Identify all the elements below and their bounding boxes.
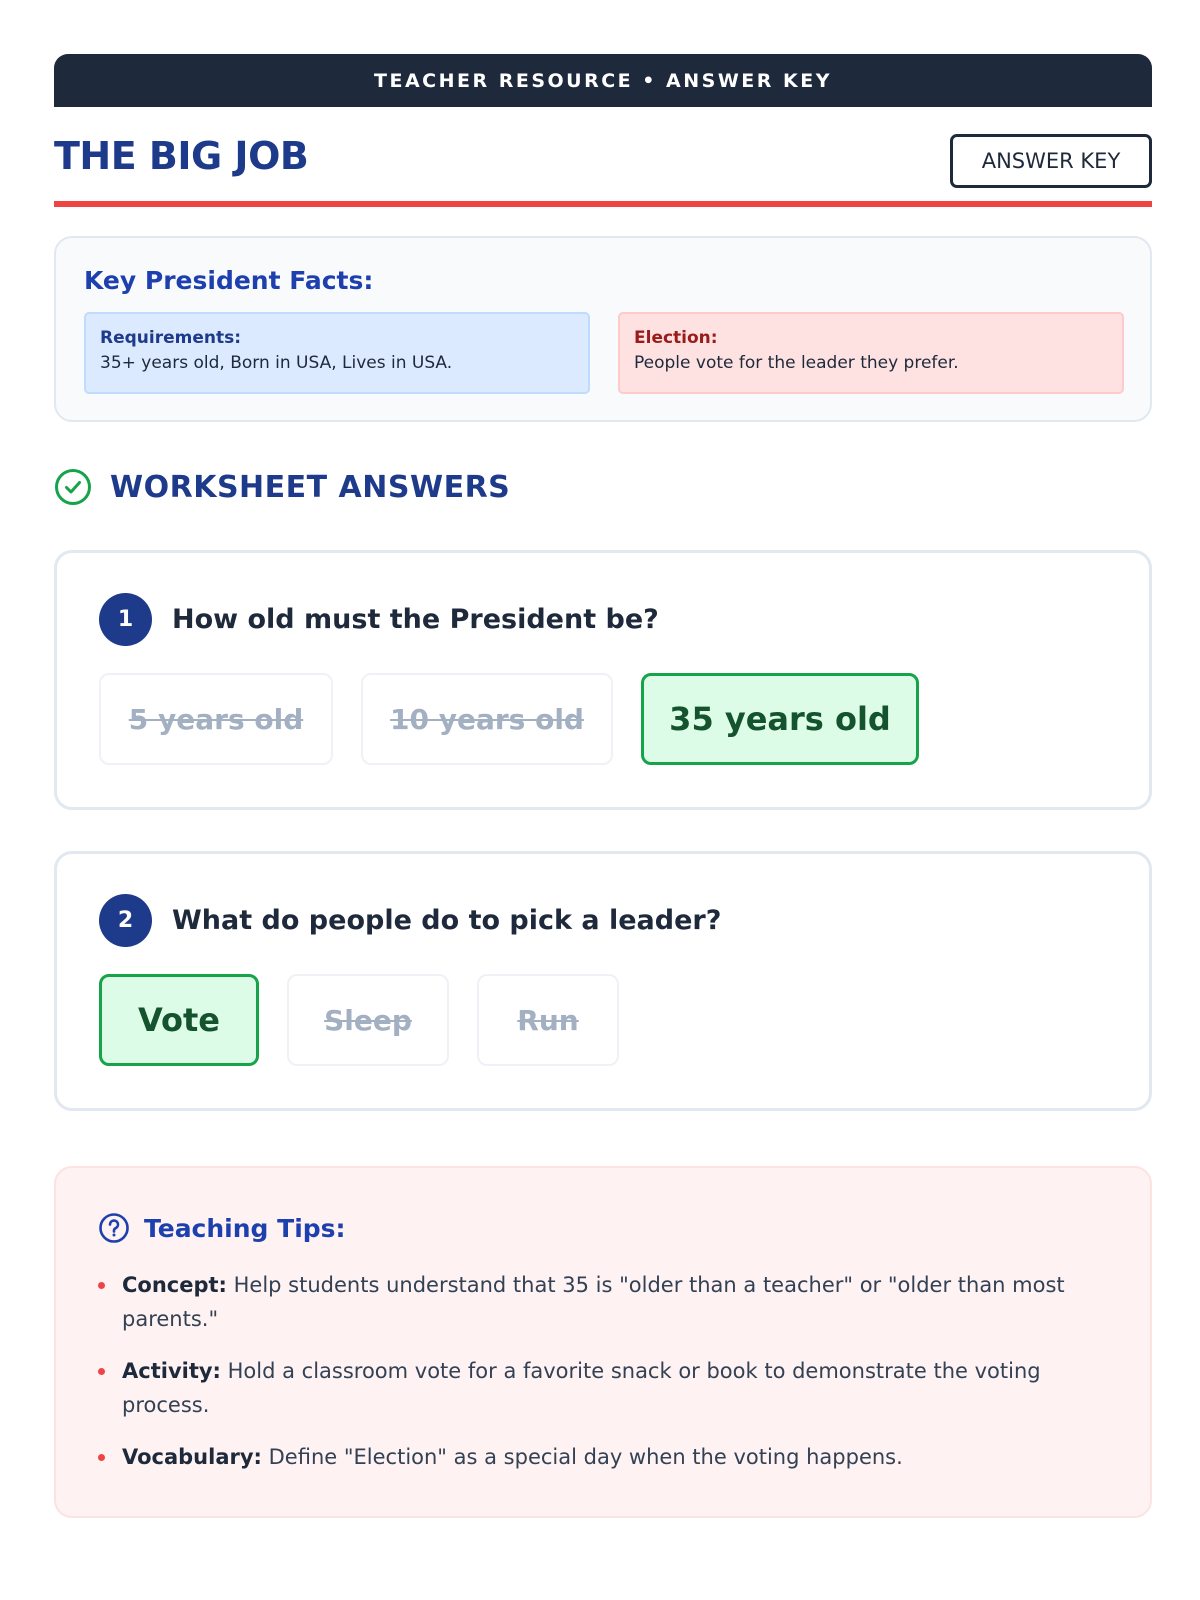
fact-election-label: Election: (634, 328, 718, 348)
question-2-header (99, 894, 721, 947)
key-facts-panel (54, 236, 1152, 422)
question-number-badge: 2 (99, 894, 152, 947)
option-vote-correct: Vote (99, 974, 259, 1066)
resource-banner (54, 54, 1152, 107)
answer-options (99, 974, 619, 1066)
tip-label: Concept: (122, 1273, 227, 1297)
answer-options (99, 673, 919, 765)
tip-item-vocabulary (98, 1440, 1098, 1474)
page-title: THE BIG JOB (54, 134, 309, 178)
question-text: How old must the President be? (172, 604, 659, 635)
fact-requirements (84, 312, 590, 394)
teaching-tips-title: Teaching Tips: (144, 1213, 346, 1243)
teaching-tips-panel (54, 1166, 1152, 1518)
worksheet-answers-title: WORKSHEET ANSWERS (110, 469, 511, 505)
question-card-1 (54, 550, 1152, 810)
question-circle-icon (98, 1212, 130, 1244)
fact-requirements-text: 35+ years old, Born in USA, Lives in USA. (100, 353, 453, 373)
key-facts-title: Key President Facts: (84, 266, 374, 295)
fact-election (618, 312, 1124, 394)
tip-item-concept (98, 1268, 1098, 1336)
option-5-years-old: 5 years old (99, 673, 333, 765)
fact-requirements-label: Requirements: (100, 328, 242, 348)
option-35-years-old-correct: 35 years old (641, 673, 919, 765)
tip-item-activity (98, 1354, 1098, 1422)
answer-key-badge (950, 134, 1152, 188)
banner-text: TEACHER RESOURCE • ANSWER KEY (374, 69, 832, 92)
tip-label: Activity: (122, 1359, 221, 1383)
tip-label: Vocabulary: (122, 1445, 262, 1469)
option-sleep: Sleep (287, 974, 449, 1066)
fact-election-text: People vote for the leader they prefer. (634, 353, 959, 373)
bullet-dot (98, 1282, 105, 1289)
tip-text: Define "Election" as a special day when the voting happens. (261, 1445, 903, 1469)
option-run: Run (477, 974, 619, 1066)
teaching-tips-list (98, 1268, 1098, 1492)
check-circle-icon (54, 468, 92, 506)
question-text: What do people do to pick a leader? (172, 905, 722, 936)
title-divider (54, 201, 1152, 207)
option-10-years-old: 10 years old (361, 673, 613, 765)
worksheet-answers-heading (54, 466, 510, 508)
question-card-2 (54, 851, 1152, 1111)
question-number-badge: 1 (99, 593, 152, 646)
bullet-dot (98, 1368, 105, 1375)
question-1-header (99, 593, 659, 646)
tip-text: Help students understand that 35 is "older than a teacher" or "older than most parents." (122, 1273, 1065, 1331)
bullet-dot (98, 1454, 105, 1461)
answer-key-badge-label: ANSWER KEY (981, 149, 1121, 173)
teaching-tips-heading (98, 1212, 346, 1244)
tip-text: Hold a classroom vote for a favorite snack or book to demonstrate the voting process. (122, 1359, 1041, 1417)
